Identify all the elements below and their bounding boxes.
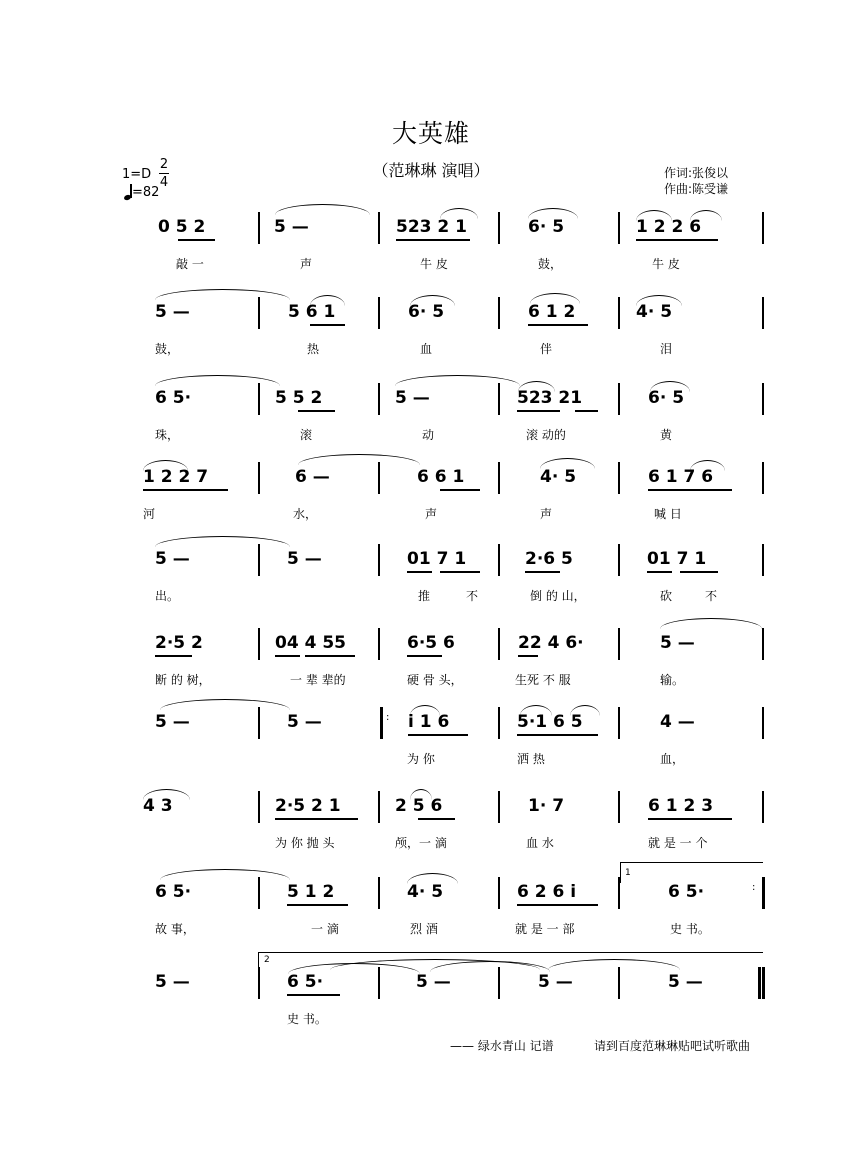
slur xyxy=(310,295,345,306)
beam-underline xyxy=(525,571,560,573)
bar-line xyxy=(378,297,380,329)
bar-line xyxy=(378,462,380,494)
note-group: 523 21 xyxy=(517,388,583,408)
lyric: 不 xyxy=(466,589,479,603)
beam-underline xyxy=(418,818,455,820)
key-signature: 1=D xyxy=(122,167,152,182)
beam-underline xyxy=(517,734,598,736)
note-group: 0 5 2 xyxy=(158,217,206,237)
note-group: 5 — xyxy=(395,388,430,408)
lyric: 史 书。 xyxy=(287,1012,327,1026)
slur xyxy=(410,789,432,800)
bar-line xyxy=(258,707,260,739)
bar-line xyxy=(258,462,260,494)
tempo-value: =82 xyxy=(132,185,160,200)
note-group: 6 6 1 xyxy=(417,467,465,487)
beam-underline xyxy=(178,239,215,241)
slur xyxy=(298,454,420,465)
note-group: 6·5 6 xyxy=(407,633,455,653)
beam-underline xyxy=(287,904,348,906)
note-group: 5·1 6 5 xyxy=(517,712,583,732)
bar-line xyxy=(378,383,380,415)
slur xyxy=(407,873,458,884)
lyric: 黄 xyxy=(660,428,673,442)
lyric: 动 xyxy=(422,428,435,442)
volta-bracket-2 xyxy=(258,952,763,973)
note-group: 6· 5 xyxy=(408,302,445,322)
note-group: 5 — xyxy=(660,633,695,653)
beam-underline xyxy=(305,655,355,657)
lyric: 声 xyxy=(540,507,553,521)
slur xyxy=(143,460,188,471)
lyric: 就 是 一 个 xyxy=(648,836,708,850)
lyric: 砍 xyxy=(660,589,673,603)
beam-underline xyxy=(575,410,598,412)
lyric: 倒 的 山， xyxy=(530,589,586,603)
beam-underline xyxy=(517,410,560,412)
lyric: 血， xyxy=(660,752,685,766)
note-group: 2·6 5 xyxy=(525,549,573,569)
slur xyxy=(155,375,280,386)
lyric: 滚 xyxy=(300,428,313,442)
note-group: 4 3 xyxy=(143,796,173,816)
note-group: 5 — xyxy=(155,549,190,569)
note-group: 5 — xyxy=(668,972,703,992)
slur xyxy=(440,208,478,219)
bar-line xyxy=(498,297,500,329)
slur xyxy=(636,295,682,306)
quarter-note-icon xyxy=(124,184,132,200)
lyric: 史 书。 xyxy=(670,922,710,936)
slur xyxy=(690,210,722,221)
bar-line xyxy=(498,544,500,576)
slur xyxy=(636,210,672,221)
lyric: 牛 皮 xyxy=(652,257,680,271)
lyric: 颅，一 滴 xyxy=(395,836,447,850)
note-group: 22 4 6· xyxy=(518,633,584,653)
note-group: 1 2 2 7 xyxy=(143,467,209,487)
note-group: 5 — xyxy=(155,972,190,992)
slur xyxy=(160,869,290,880)
bar-line xyxy=(618,791,620,823)
bar-line xyxy=(498,212,500,244)
bar-line xyxy=(498,791,500,823)
lyric: 热 xyxy=(307,342,320,356)
bar-line xyxy=(258,877,260,909)
beam-underline xyxy=(143,489,228,491)
lyric: 声 xyxy=(300,257,313,271)
note-group: i 1 6 xyxy=(408,712,450,732)
slur xyxy=(160,699,290,710)
slur xyxy=(410,705,440,716)
slur xyxy=(155,289,290,300)
bar-line xyxy=(618,707,620,739)
beam-underline xyxy=(310,324,345,326)
note-group: 4· 5 xyxy=(636,302,673,322)
song-title: 大英雄 xyxy=(391,119,470,148)
note-group: 2 5 6 xyxy=(395,796,443,816)
beam-underline xyxy=(155,655,192,657)
bar-line xyxy=(378,212,380,244)
lyric: 一 辈 辈的 xyxy=(290,673,346,687)
note-group: 6 1 7 6 xyxy=(648,467,714,487)
beam-underline xyxy=(517,904,598,906)
note-group: 1· 7 xyxy=(528,796,565,816)
lyric: 断 的 树， xyxy=(155,673,211,687)
slur xyxy=(410,295,455,306)
note-group: 1 2 2 6 xyxy=(636,217,702,237)
lyric: 水， xyxy=(293,507,318,521)
beam-underline xyxy=(298,410,335,412)
note-group: 4· 5 xyxy=(540,467,577,487)
bar-line xyxy=(618,297,620,329)
bar-line xyxy=(498,707,500,739)
beam-underline xyxy=(275,818,358,820)
time-bottom: 4 xyxy=(159,175,169,190)
slur xyxy=(143,789,190,800)
bar-line xyxy=(618,544,620,576)
note-group: 6 5· xyxy=(287,972,324,992)
note-group: 6· 5 xyxy=(528,217,565,237)
time-divider xyxy=(159,173,169,174)
lyric: 血 xyxy=(420,342,433,356)
lyric: 生死 不 服 xyxy=(515,673,571,687)
beam-underline xyxy=(275,655,300,657)
bar-line xyxy=(762,462,764,494)
lyric: 硬 骨 头， xyxy=(407,673,463,687)
bar-line xyxy=(258,212,260,244)
beam-underline xyxy=(648,818,732,820)
note-group: 2·5 2 xyxy=(155,633,203,653)
note-group: 5 — xyxy=(155,302,190,322)
note-group: 5 — xyxy=(538,972,573,992)
lyric: 烈 酒 xyxy=(410,922,438,936)
note-group: 5 1 2 xyxy=(287,882,335,902)
note-group: 5 — xyxy=(287,549,322,569)
lyric: 牛 皮 xyxy=(420,257,448,271)
beam-underline xyxy=(518,655,538,657)
note-group: 2·5 2 1 xyxy=(275,796,341,816)
bar-line xyxy=(498,877,500,909)
lyric: 为 你 xyxy=(407,752,435,766)
bar-line xyxy=(258,791,260,823)
bar-line xyxy=(618,383,620,415)
lyric: 不 xyxy=(705,589,718,603)
volta-number-2: 2 xyxy=(264,955,270,965)
bar-line xyxy=(378,791,380,823)
lyric: 就 是 一 部 xyxy=(515,922,575,936)
lyric: 一 滴 xyxy=(311,922,339,936)
slur xyxy=(520,705,552,716)
bar-line xyxy=(618,462,620,494)
beam-underline xyxy=(440,489,480,491)
note-group: 5 6 1 xyxy=(288,302,336,322)
bar-line xyxy=(258,628,260,660)
final-bar xyxy=(758,967,761,999)
bar-line xyxy=(762,297,764,329)
note-group: 6 5· xyxy=(155,388,192,408)
lyric: 鼓， xyxy=(155,342,180,356)
slur xyxy=(660,618,762,629)
slur xyxy=(650,381,690,392)
lyric: 喊 日 xyxy=(654,507,682,521)
slur xyxy=(395,375,520,386)
slur xyxy=(540,458,595,469)
note-group: 6 5· xyxy=(668,882,705,902)
lyric: 为 你 抛 头 xyxy=(275,836,335,850)
note-group: 5 — xyxy=(416,972,451,992)
beam-underline xyxy=(407,655,442,657)
tempo-marking xyxy=(124,184,159,200)
lyric: 鼓， xyxy=(538,257,563,271)
time-signature xyxy=(159,157,169,190)
beam-underline xyxy=(647,571,672,573)
bar-line xyxy=(258,297,260,329)
lyric: 血 水 xyxy=(526,836,554,850)
note-group: 523 2 1 xyxy=(396,217,467,237)
note-group: 5 — xyxy=(274,217,309,237)
bar-line xyxy=(498,383,500,415)
note-group: 4 — xyxy=(660,712,695,732)
song-subtitle: （范琳琳 演唱） xyxy=(372,161,490,180)
bar-line xyxy=(498,462,500,494)
repeat-start xyxy=(380,707,383,739)
slur xyxy=(528,208,578,219)
note-group: 01 7 1 xyxy=(407,549,467,569)
note-group: 4· 5 xyxy=(407,882,444,902)
note-group: 01 7 1 xyxy=(647,549,707,569)
bar-line xyxy=(762,544,764,576)
bar-line xyxy=(618,628,620,660)
footer-transcriber: —— 绿水青山 记谱 xyxy=(450,1039,554,1053)
bar-line xyxy=(498,628,500,660)
slur xyxy=(518,381,555,392)
note-group: 6 5· xyxy=(155,882,192,902)
note-group: 5 — xyxy=(155,712,190,732)
lyric: 出。 xyxy=(155,589,180,603)
bar-line xyxy=(258,383,260,415)
bar-line xyxy=(378,877,380,909)
bar-line xyxy=(762,707,764,739)
beam-underline xyxy=(636,239,718,241)
note-group: 5 5 2 xyxy=(275,388,323,408)
slur xyxy=(275,204,370,215)
lyric: 滚 动的 xyxy=(526,428,566,442)
beam-underline xyxy=(648,489,732,491)
lyric: 洒 热 xyxy=(517,752,545,766)
lyric: 输。 xyxy=(660,673,685,687)
volta-number-1: 1 xyxy=(625,868,631,878)
beam-underline xyxy=(287,994,340,996)
beam-underline xyxy=(407,571,432,573)
beam-underline xyxy=(680,571,718,573)
note-group: 6 2 6 i xyxy=(517,882,577,902)
note-group: 5 — xyxy=(287,712,322,732)
note-group: 04 4 55 xyxy=(275,633,346,653)
lyric: 声 xyxy=(425,507,438,521)
bar-line xyxy=(258,544,260,576)
bar-line xyxy=(762,383,764,415)
note-group: 6 — xyxy=(295,467,330,487)
bar-line xyxy=(618,212,620,244)
bar-line xyxy=(378,628,380,660)
bar-line xyxy=(378,544,380,576)
beam-underline xyxy=(408,734,468,736)
lyric: 泪 xyxy=(660,342,673,356)
lyric: 故 事， xyxy=(155,922,195,936)
beam-underline xyxy=(396,239,470,241)
lyric: 珠， xyxy=(155,428,180,442)
volta-bracket-1 xyxy=(620,862,763,883)
repeat-dots: : xyxy=(386,712,390,723)
beam-underline xyxy=(528,324,588,326)
beam-underline xyxy=(440,571,480,573)
composer-credit: 作曲:陈受谦 xyxy=(664,182,729,196)
lyricist-credit: 作词:张俊以 xyxy=(664,166,729,180)
note-group: 6· 5 xyxy=(648,388,685,408)
slur xyxy=(530,293,580,304)
lyric: 敲 一 xyxy=(176,257,204,271)
slur xyxy=(570,705,600,716)
note-group: 6 1 2 xyxy=(528,302,576,322)
footer-note: 请到百度范琳琳贴吧试听歌曲 xyxy=(594,1039,751,1053)
time-top: 2 xyxy=(159,157,169,172)
lyric: 伴 xyxy=(540,342,553,356)
bar-line xyxy=(762,791,764,823)
lyric: 河 xyxy=(143,507,156,521)
repeat-end-dots: : xyxy=(752,882,756,893)
note-group: 6 1 2 3 xyxy=(648,796,714,816)
bar-line xyxy=(762,628,764,660)
lyric: 推 xyxy=(418,589,431,603)
bar-line xyxy=(762,212,764,244)
slur xyxy=(690,460,725,471)
slur xyxy=(155,536,290,547)
